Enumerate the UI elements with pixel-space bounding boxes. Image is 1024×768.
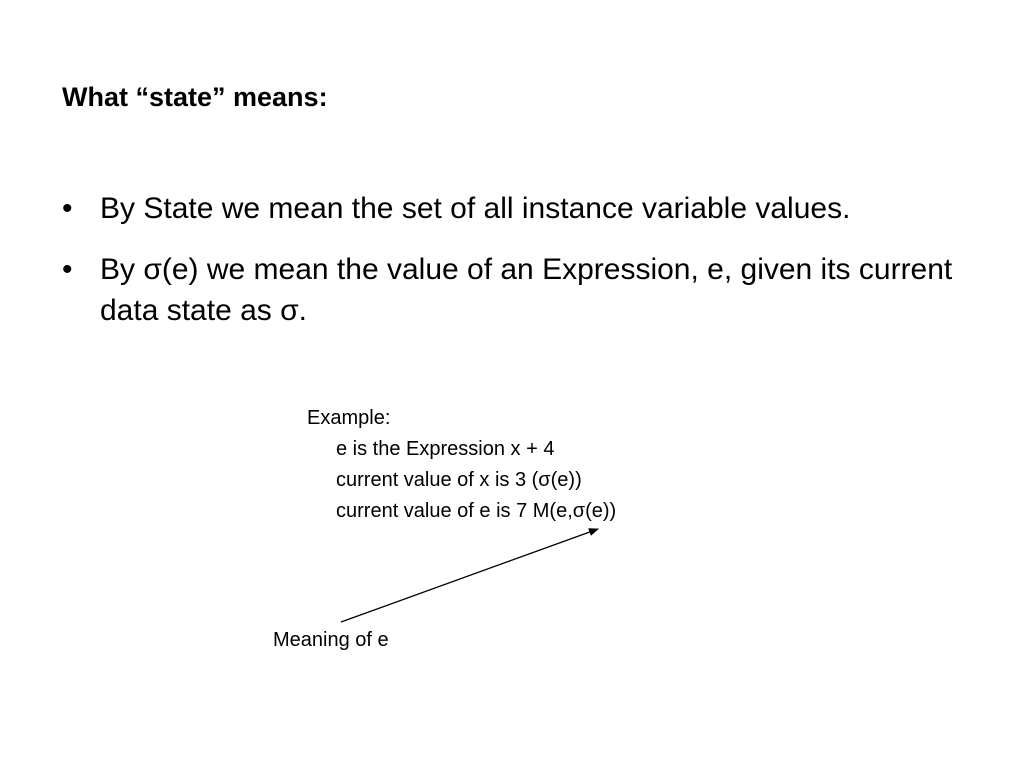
slide-title: What “state” means: xyxy=(62,82,328,112)
bullet-text: By State we mean the set of all instance variable values. xyxy=(100,192,851,225)
example-line: e is the Expression x + 4 xyxy=(336,438,555,460)
example-heading: Example: xyxy=(307,407,391,429)
bullet-item xyxy=(62,249,982,331)
example-line: current value of x is 3 (σ(e)) xyxy=(336,469,582,491)
example-line: current value of e is 7 M(e,σ(e)) xyxy=(336,500,617,522)
bullet-text: By σ(e) we mean the value of an Expression, e, given its current data state as σ. xyxy=(100,253,953,327)
example-block xyxy=(307,403,616,527)
bullet-list xyxy=(62,188,982,351)
bullet-marker: • xyxy=(62,192,73,225)
bullet-item xyxy=(62,188,982,229)
arrow-line xyxy=(341,529,598,622)
annotation-label: Meaning of e xyxy=(273,629,389,651)
bullet-marker: • xyxy=(62,253,73,286)
